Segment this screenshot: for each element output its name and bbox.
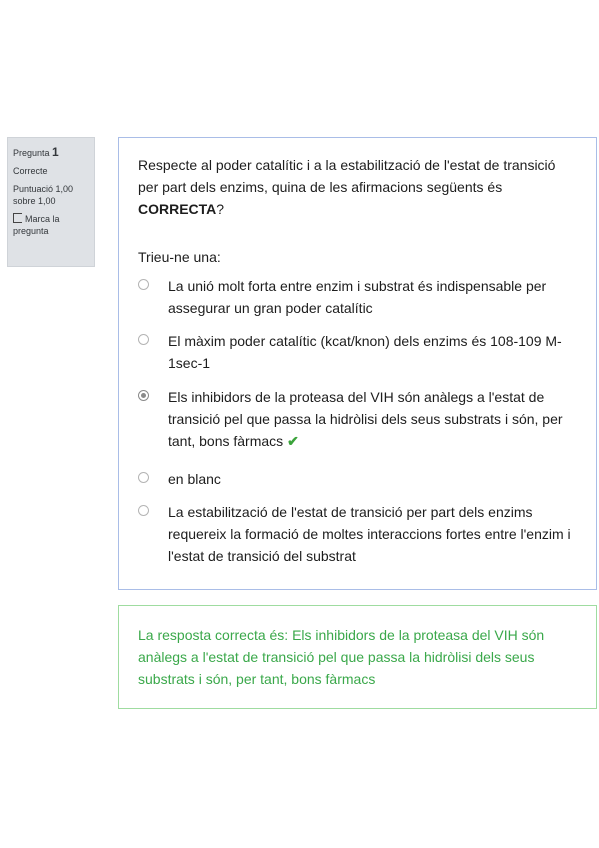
question-box	[118, 137, 597, 590]
radio-button[interactable]	[138, 472, 149, 483]
answer-prompt: Trieu-ne una:	[138, 249, 221, 265]
question-score	[13, 183, 89, 207]
answer-text: El màxim poder catalític (kcat/knon) dels enzims és 108-109 M-1sec-1	[168, 333, 562, 371]
answer-text	[168, 386, 578, 452]
question-text-part1: Respecte al poder catalític i a la estabilització de l'estat de transició per part dels enzims, quina de les afirmacions següents és	[138, 157, 556, 195]
score-line-2: sobre 1,00	[13, 196, 56, 206]
question-label: Pregunta	[13, 148, 50, 158]
check-icon: ✔	[287, 433, 299, 449]
answer-option[interactable]	[138, 468, 578, 490]
question-text	[138, 154, 568, 220]
flag-icon	[13, 213, 22, 223]
question-number-row	[13, 146, 89, 159]
question-status: Correcte	[13, 166, 48, 176]
score-line-1: Puntuació 1,00	[13, 184, 74, 194]
radio-button[interactable]	[138, 279, 149, 290]
answer-option[interactable]	[138, 275, 578, 319]
answer-text: La unió molt forta entre enzim i substrat és indispensable per assegurar un gran poder catalític	[168, 278, 547, 316]
answer-option[interactable]	[138, 501, 578, 567]
answer-option-selected[interactable]	[138, 386, 578, 452]
flag-label: Marca la pregunta	[13, 214, 60, 236]
question-text-bold: CORRECTA	[138, 201, 217, 217]
question-text-part2: ?	[216, 201, 225, 217]
right-answer-text: La resposta correcta és: Els inhibidors de la proteasa del VIH són anàlegs a l'estat de transició pel que passa la hidròlisi dels seus substrats i són, per tant, bons fàrmacs	[138, 627, 545, 687]
feedback-box	[118, 605, 597, 709]
answer-text-content: Els inhibidors de la proteasa del VIH són anàlegs a l'estat de transició pel que passa la hidròlisi dels seus substrats i són, per tant, bons fàrmacs	[168, 389, 563, 449]
answer-option[interactable]	[138, 330, 578, 374]
answer-text: La estabilització de l'estat de transició per part dels enzims requereix la formació de moltes interaccions fortes entre l'enzim i l'estat de transició del substrat	[168, 504, 571, 564]
flag-question-link[interactable]	[13, 213, 89, 237]
radio-button-checked[interactable]	[138, 390, 149, 401]
question-info-panel	[7, 137, 95, 267]
question-number: 1	[52, 145, 59, 159]
radio-button[interactable]	[138, 334, 149, 345]
answer-text: en blanc	[168, 471, 221, 487]
radio-button[interactable]	[138, 505, 149, 516]
